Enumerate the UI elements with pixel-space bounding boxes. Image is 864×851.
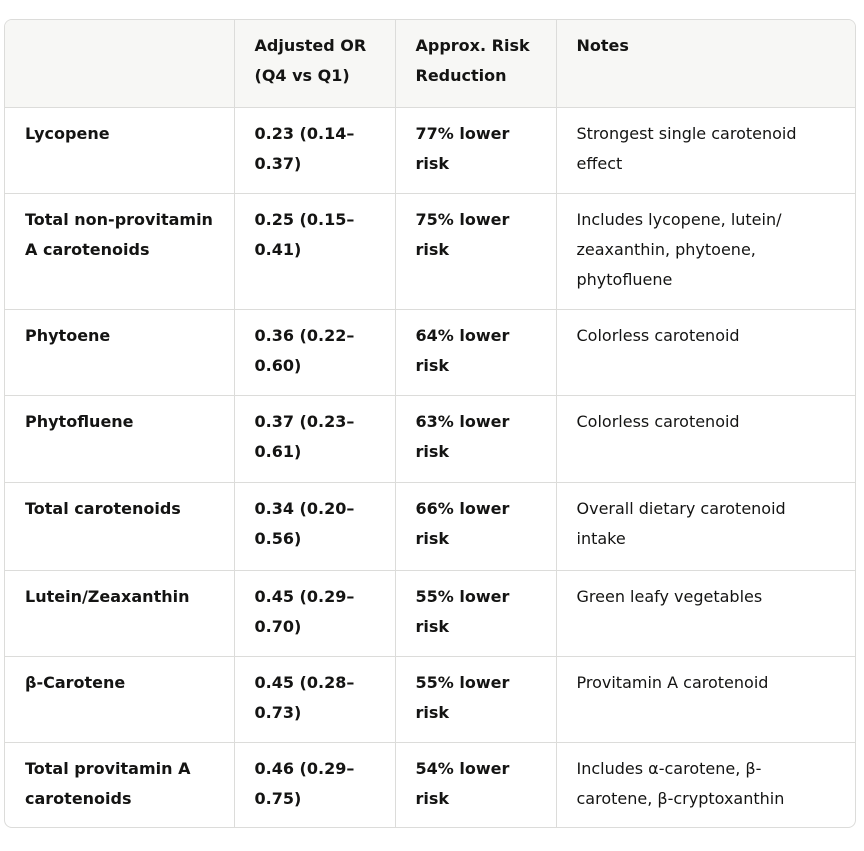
row-adjusted-or: 0.23 (0.14–0.37) bbox=[234, 107, 395, 193]
row-adjusted-or: 0.25 (0.15–0.41) bbox=[234, 193, 395, 309]
row-compound: Phytoene bbox=[5, 309, 234, 395]
carotenoid-table-container bbox=[4, 19, 856, 828]
table-row bbox=[5, 395, 855, 482]
row-risk-reduction: 77% lower risk bbox=[395, 107, 556, 193]
row-compound: Total provitamin A carotenoids bbox=[5, 742, 234, 828]
row-compound: β-Carotene bbox=[5, 656, 234, 742]
row-risk-reduction: 55% lower risk bbox=[395, 656, 556, 742]
row-risk-reduction: 54% lower risk bbox=[395, 742, 556, 828]
table-row bbox=[5, 107, 855, 193]
row-compound: Lutein/Zeaxanthin bbox=[5, 570, 234, 656]
row-notes: Colorless carotenoid bbox=[556, 309, 855, 395]
header-adjusted-or: Adjusted OR (Q4 vs Q1) bbox=[234, 20, 395, 107]
row-adjusted-or: 0.45 (0.29–0.70) bbox=[234, 570, 395, 656]
table-row bbox=[5, 309, 855, 395]
row-compound: Total non-provitamin A carotenoids bbox=[5, 193, 234, 309]
row-adjusted-or: 0.45 (0.28–0.73) bbox=[234, 656, 395, 742]
row-adjusted-or: 0.36 (0.22–0.60) bbox=[234, 309, 395, 395]
header-risk-reduction: Approx. Risk Reduction bbox=[395, 20, 556, 107]
row-notes: Includes α-carotene, β-carotene, β-cryptoxanthin bbox=[576, 758, 785, 808]
row-notes: Includes lycopene, lutein/ zeaxanthin, phytoene, phytofluene bbox=[556, 193, 855, 309]
row-notes: Colorless carotenoid bbox=[556, 395, 855, 482]
table-row bbox=[5, 570, 855, 656]
header-notes: Notes bbox=[556, 20, 855, 107]
table-row bbox=[5, 742, 855, 828]
table-row bbox=[5, 482, 855, 570]
row-risk-reduction: 64% lower risk bbox=[395, 309, 556, 395]
row-notes: Provitamin A carotenoid bbox=[556, 656, 855, 742]
row-notes: Strongest single carotenoid effect bbox=[556, 107, 855, 193]
row-compound: Total carotenoids bbox=[5, 482, 234, 570]
table-row bbox=[5, 193, 855, 309]
row-risk-reduction: 63% lower risk bbox=[395, 395, 556, 482]
row-adjusted-or: 0.34 (0.20–0.56) bbox=[234, 482, 395, 570]
row-compound: Lycopene bbox=[5, 107, 234, 193]
carotenoid-risk-table bbox=[5, 20, 855, 828]
table-header-row bbox=[5, 20, 855, 107]
table-row bbox=[5, 656, 855, 742]
row-compound: Phytofluene bbox=[5, 395, 234, 482]
row-risk-reduction: 66% lower risk bbox=[395, 482, 556, 570]
row-risk-reduction: 55% lower risk bbox=[395, 570, 556, 656]
row-risk-reduction: 75% lower risk bbox=[395, 193, 556, 309]
row-notes: Green leafy vegetables bbox=[556, 570, 855, 656]
row-adjusted-or: 0.37 (0.23–0.61) bbox=[234, 395, 395, 482]
header-compound bbox=[5, 20, 234, 107]
row-notes: Overall dietary carotenoid intake bbox=[556, 482, 855, 570]
row-adjusted-or: 0.46 (0.29–0.75) bbox=[234, 742, 395, 828]
